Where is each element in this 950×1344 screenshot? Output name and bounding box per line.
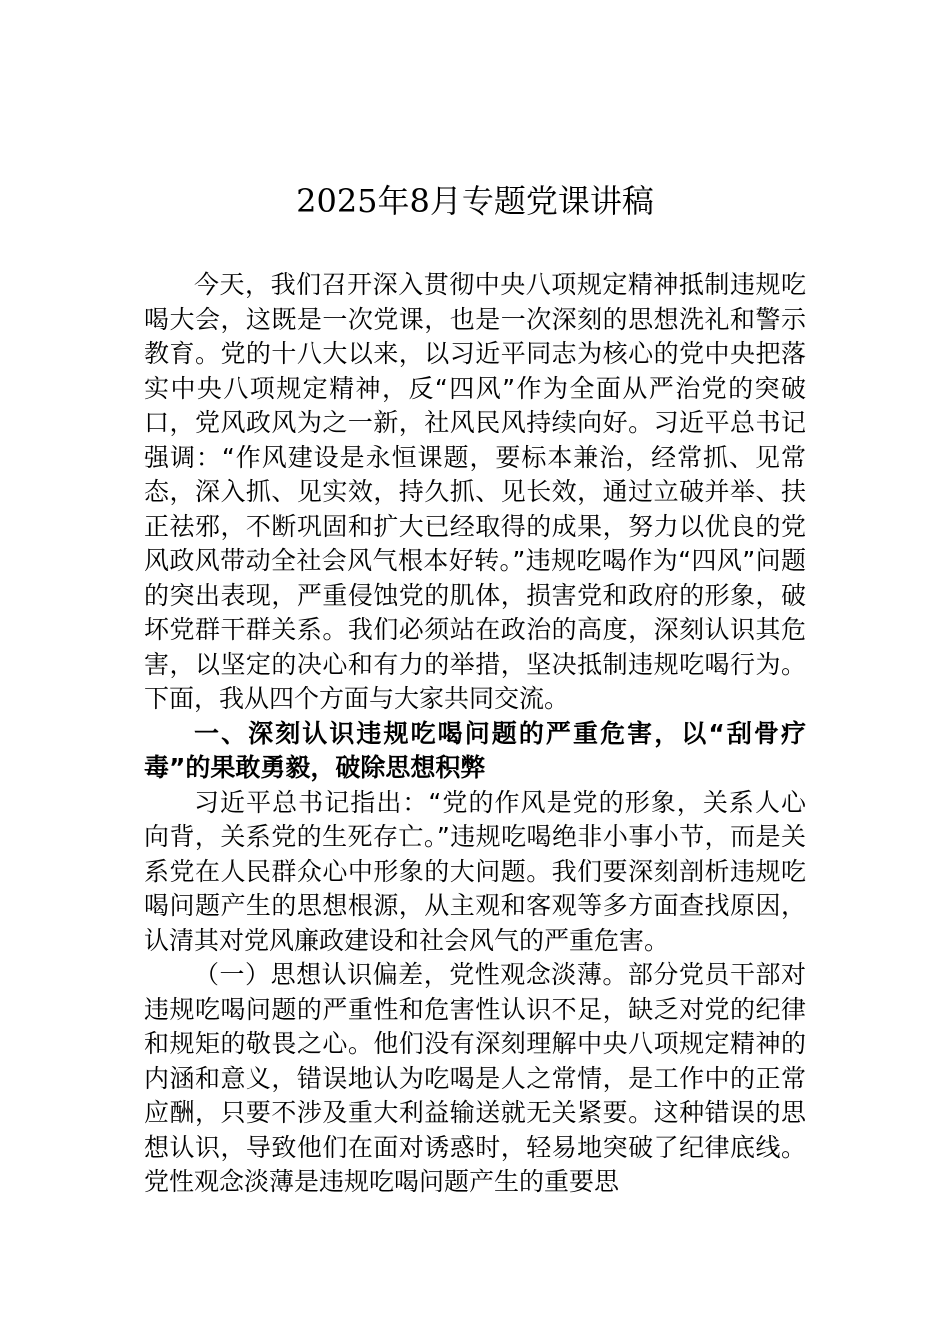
section-heading-1: 一、深刻认识违规吃喝问题的严重危害，以“刮骨疗毒”的果敢勇毅，破除思想积弊 <box>144 718 806 782</box>
intro-paragraph: 今天，我们召开深入贯彻中央八项规定精神抵制违规吃喝大会，这既是一次党课，也是一次深刻的思想洗礼和警示教育。党的十八大以来，以习近平同志为核心的党中央把落实中央八项规定精神，反“四风”作为全面从严治党的突破口，党风政风为之一新，社风民风持续向好。习近平总书记强调：“作风建设是永恒课题，要标本兼治，经常抓、见常态，深入抓、见实效，持久抓、见长效，通过立破并举、扶正祛邪，不断巩固和扩大已经取得的成果，努力以优良的党风政风带动全社会风气根本好转。”违规吃喝作为“四风”问题的突出表现，严重侵蚀党的肌体，损害党和政府的形象，破坏党群干群关系。我们必须站在政治的高度，深刻认识其危害，以坚定的决心和有力的举措，坚决抵制违规吃喝行为。下面，我从四个方面与大家共同交流。 <box>144 270 806 713</box>
document-title: 2025年8月专题党课讲稿 <box>296 182 654 220</box>
section-1-paragraph: 习近平总书记指出：“党的作风是党的形象，关系人心向背，关系党的生死存亡。”违规吃喝绝非小事小节，而是关系党在人民群众心中形象的大问题。我们要深刻剖析违规吃喝问题产生的思想根源，从主观和客观等多方面查找原因，认清其对党风廉政建设和社会风气的严重危害。 <box>144 787 806 955</box>
subsection-1-paragraph: （一）思想认识偏差，党性观念淡薄。部分党员干部对违规吃喝问题的严重性和危害性认识不足，缺乏对党的纪律和规矩的敬畏之心。他们没有深刻理解中央八项规定精神的内涵和意义，错误地认为吃喝是人之常情，是工作中的正常应酬，只要不涉及重大利益输送就无关紧要。这种错误的思想认识，导致他们在面对诱惑时，轻易地突破了纪律底线。党性观念淡薄是违规吃喝问题产生的重要思 <box>144 960 806 1196</box>
document-body <box>144 268 806 1200</box>
